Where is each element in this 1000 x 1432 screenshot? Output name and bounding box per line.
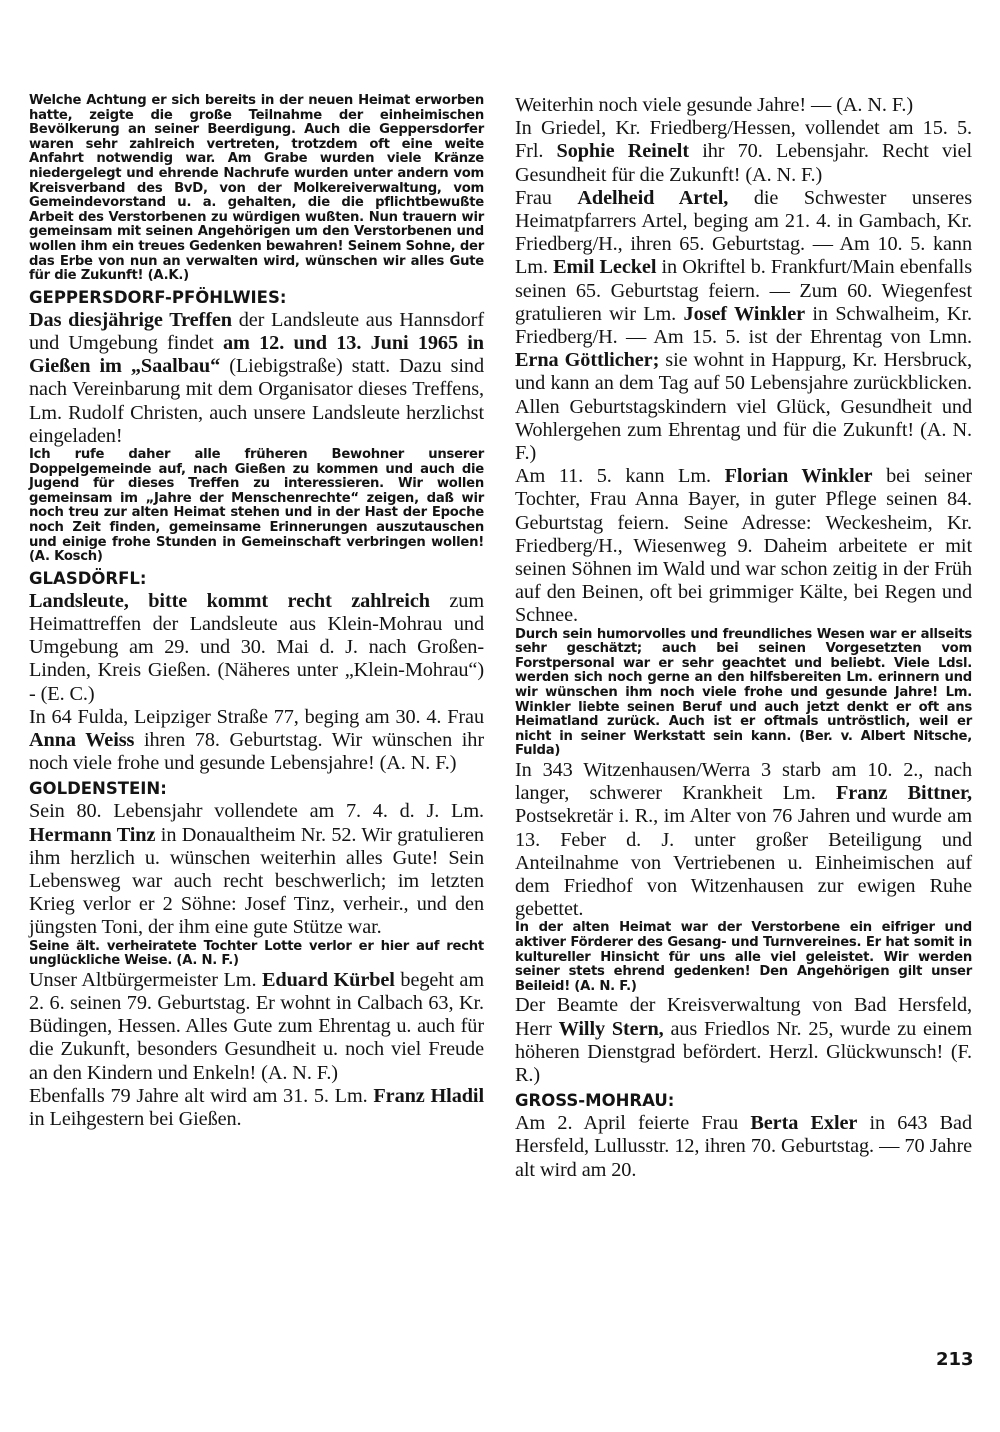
invitation-paragraph: Ich rufe daher alle früheren Bewohner unserer Doppelgemeinde auf, nach Gießen zu kommen und auch die Jugend für dieses Treffen zu interessieren. Wir wollen gemeinsam im „Jahre der Menschenrechte“ zeigen, daß wir noch treu zur alten Heimat stehen und in der Hast der Epoche noch Zeit finden, gemeinsame Erinnerungen auszutauschen und einige frohe Stunden in Gemeinschaft verbringen wollen! (A. Kosch) xyxy=(29,446,484,565)
person-name: Florian Winkler xyxy=(724,465,873,488)
note-paragraph: Seine ält. verheiratete Tochter Lotte verlor er hier auf recht unglückliche Weise. (A. N. F.) xyxy=(29,938,484,969)
person-name: Josef Winkler xyxy=(683,302,806,325)
birthday-paragraph: Ebenfalls 79 Jahre alt wird am 31. 5. Lm. Franz Hladil in Leihgestern bei Gießen. xyxy=(29,1084,484,1130)
section-heading-glasdoerfl: GLASDÖRFL: xyxy=(29,568,147,588)
person-name: Sophie Reinelt xyxy=(556,140,689,163)
person-name: Berta Exler xyxy=(750,1112,858,1135)
person-name: Franz Bittner, xyxy=(836,782,972,805)
birthday-paragraph: Unser Altbürgermeister Lm. Eduard Kürbel begeht am 2. 6. seinen 79. Geburtstag. Er wohnt in Calbach 63, Kr. Büdingen, Hessen. Alles Gute zum Ehrentag u. auch für die Zukunft, besonders Gesundheit u. noch viel Freude an den Kindern und Enkeln! (A. N. F.) xyxy=(29,968,484,1084)
page-number: 213 xyxy=(936,1349,974,1370)
person-name: Hermann Tinz xyxy=(29,823,156,846)
obituary-paragraph: Welche Achtung er sich bereits in der neuen Heimat erworben hatte, zeigte die große Teilnahme der einheimischen Bevölkerung an seiner Beerdigung. Auch die Geppersdorfer waren sehr zahlreich vertreten, trotzdem oft eine weite Anfahrt notwendig war. Am Grabe wurden viele Kränze niedergelegt und ehrende Nachrufe wurden unter andern vom Kreisverband des BvD, von der Molkereiverwaltung, vom Gemeindevorstand u. a. gehalten, die die pflichtbewußte Arbeit des Verstorbenen zu würdigen wußten. Nun trauern wir gemeinsam mit seinen Angehörigen um den Verstorbenen und wollen ihm ein treues Gedenken bewahren! Seinem Sohne, der das Erbe von nun an verwalten wird, wünschen wir alles Gute für die Zukunft! (A.K.) xyxy=(29,93,484,284)
person-name: Anna Weiss xyxy=(29,728,135,751)
obituary-paragraph: In 343 Witzenhausen/Werra 3 starb am 10. 2., nach langer, schwerer Krankheit Lm. Franz Bittner, Postsekretär i. R., im Alter von 76 Jahren und wurde am 13. Feber d. J. unter großer Beteiligung und Anteilnahme von Vertriebenen u. Einheimischen auf dem Friedhof von Witzenhausen zur ewigen Ruhe gebettet. xyxy=(515,759,972,921)
birthday-paragraph: Frau Adelheid Artel, die Schwester unseres Heimatpfarrers Artel, beging am 21. 4. in Gambach, Kr. Friedberg/H., ihren 65. Geburtstag. — Am 10. 5. kann Lm. Emil Leckel in Okriftel b. Frankfurt/Main ebenfalls seinen 65. Geburtstag feiern. — Zum 60. Wiegenfest gratulieren wir Lm. Josef Winkler in Schwalheim, Kr. Friedberg/H. — Am 15. 5. ist der Ehrentag von Lmn. Erna Göttlicher; sie wohnt in Happurg, Kr. Hersbruck, und kann an dem Tag auf 50 Lebensjahre zurückblicken. Allen Geburtstagskindern viel Glück, Gesundheit und Wohlergehen zum Ehrentag und für die Zukunft! (A. N. F.) xyxy=(515,186,973,465)
section-heading-goldenstein: GOLDENSTEIN: xyxy=(29,779,167,799)
tribute-paragraph: Durch sein humorvolles und freundliches Wesen war er allseits sehr geschätzt; auch bei seinen Vorgesetzten vom Forstpersonal war er sehr geachtet und beliebt. Viele Ldsl. werden sich noch gerne an den hilfsbereiten Lm. erinnern und wir wünschen ihm noch viele frohe und gesunde Jahre! Lm. Winkler liebte seinen Beruf und auch jetzt denkt er oft ans Heimatland zurück. Auch ist er oftmals untröstlich, weil er nicht in seiner Werkstatt sein kann. (Ber. v. Albert Nitsche, Fulda) xyxy=(515,626,972,759)
birthday-paragraph: Am 2. April feierte Frau Berta Exler in 643 Bad Hersfeld, Lullusstr. 12, ihren 70. Geburtstag. — 70 Jahre alt wird am 20. xyxy=(515,1112,972,1181)
person-name: Adelheid Artel, xyxy=(577,186,729,209)
continuation-paragraph: Weiterhin noch viele gesunde Jahre! — (A. N. F.) xyxy=(515,94,914,116)
section-heading-geppersdorf: GEPPERSDORF-PFÖHLWIES: xyxy=(29,287,287,307)
birthday-paragraph: In Griedel, Kr. Friedberg/Hessen, vollendet am 15. 5. Frl. Sophie Reinelt ihr 70. Lebensjahr. Recht viel Gesundheit für die Zukunft! (A. N. F.) xyxy=(515,117,972,186)
bold-phrase: Das diesjährige Treffen xyxy=(29,308,232,331)
obituary-note: In der alten Heimat war der Verstorbene ein eifriger und aktiver Förderer des Gesang- und Turnvereines. Er hat somit in kultureller Hinsicht für uns alle viel geleistet. Wir werden seiner stets ehrend gedenken! Den Angehörigen gilt unser Beileid! (A. N. F.) xyxy=(515,920,972,994)
bold-date: am 12. und 13. Juni 1965 in Gießen im „Saalbau“ xyxy=(29,331,484,378)
person-name: Eduard Kürbel xyxy=(262,968,395,991)
birthday-paragraph: Sein 80. Lebensjahr vollendete am 7. 4. d. J. Lm. Hermann Tinz in Donaualtheim Nr. 52. Wir gratulieren ihm herzlich u. wünschen weiterhin alles Gute! Sein Lebensweg war auch recht beschwerlich; im letzten Krieg verlor er 2 Söhne: Josef Tinz, verheir., und den jüngsten Toni, der ihm eine gute Stütze war. xyxy=(29,800,484,939)
person-name: Franz Hladil xyxy=(373,1084,484,1107)
homeland-meeting-paragraph: Landsleute, bitte kommt recht zahlreich zum Heimattreffen der Landsleute aus Klein-Mohrau und Umgebung am 29. und 30. Mai d. J. nach Großen-Linden, Kreis Gießen. (Näheres unter „Klein-Mohrau“) - (E. C.) xyxy=(29,589,484,705)
person-name: Willy Stern, xyxy=(558,1017,664,1040)
meeting-announcement: Das diesjährige Treffen der Landsleute aus Hannsdorf und Umgebung findet am 12. und 13. Juni 1965 in Gießen im „Saalbau“ (Liebigstraße) statt. Dazu sind nach Vereinbarung mit dem Organisator dieses Treffens, Lm. Rudolf Christen, auch unsere Landsleute herzlichst eingeladen! xyxy=(29,308,484,447)
person-name: Erna Göttlicher; xyxy=(515,349,660,372)
left-column xyxy=(29,94,484,1131)
birthday-paragraph: Am 11. 5. kann Lm. Florian Winkler bei seiner Tochter, Frau Anna Bayer, in guter Pflege seinen 84. Geburtstag feiern. Seine Adresse: Weckesheim, Kr. Friedberg/H., Wiesenweg 9. Daheim arbeitete er mit seinen Söhnen im Wald und war schon zeitig in der Früh auf den Beinen, oft bei grimmiger Kälte, bei Regen und Schnee. xyxy=(515,465,973,627)
birthday-paragraph: In 64 Fulda, Leipziger Straße 77, beging am 30. 4. Frau Anna Weiss ihren 78. Geburtstag. Wir wünschen ihr noch viele frohe und gesunde Lebensjahre! (A. N. F.) xyxy=(29,705,485,775)
promotion-paragraph: Der Beamte der Kreisverwaltung von Bad Hersfeld, Herr Willy Stern, aus Friedlos Nr. 25, wurde zu einem höheren Dienstgrad befördert. Herzl. Glückwunsch! (F. R.) xyxy=(515,994,972,1087)
person-name: Emil Leckel xyxy=(553,256,657,279)
right-column xyxy=(515,94,972,1182)
section-heading-gross-mohrau: GROSS-MOHRAU: xyxy=(515,1091,675,1111)
